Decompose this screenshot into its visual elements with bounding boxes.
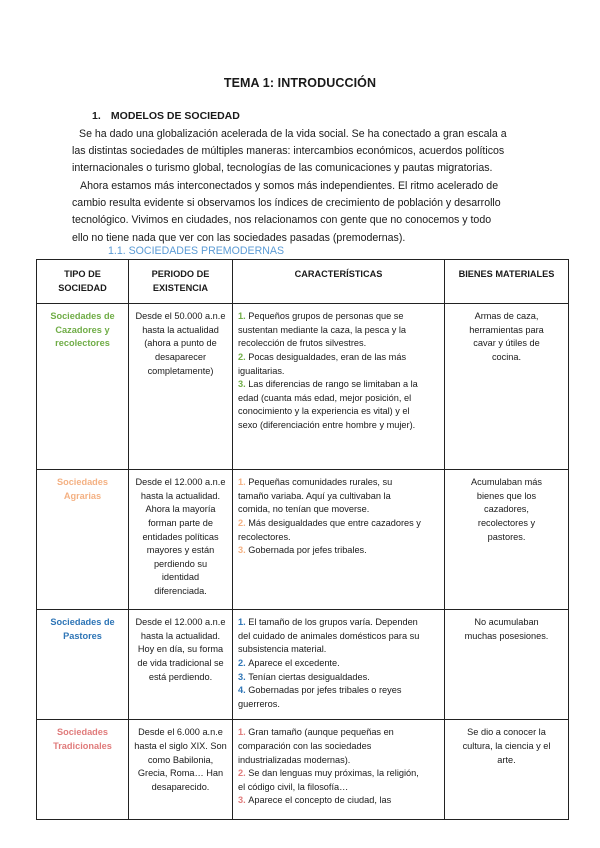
characteristic-line [238,419,439,433]
society-type-line: Agrarias [63,490,102,501]
characteristic-text: Gobernadas por jefes tribales o reyes [248,685,402,696]
characteristic-line [238,767,439,781]
period-cell [129,304,233,470]
characteristic-line [238,698,439,712]
characteristic-line [238,392,439,406]
subsection-heading: 1.1. SOCIEDADES PREMODERNAS [108,245,285,257]
characteristic-line [238,643,439,657]
period-line: está perdiendo. [148,671,213,682]
period-line: identidad [161,572,200,583]
paragraph-line: cambio resulta evidente si observamos los índices de crecimiento de población y desarrollo [72,197,501,210]
characteristic-text: industrializadas modernas). [238,754,351,765]
period-line: de vida tradicional se [137,657,224,668]
characteristic-text: Pequeñas comunidades rurales, su [248,477,393,488]
paragraph-globalization [72,126,528,178]
characteristic-text: sustentan mediante la caza, la pesca y la [238,324,407,335]
period-line: Desde el 50.000 a.n.e [135,311,226,322]
material-goods-line: muchas posesiones. [464,630,549,641]
characteristic-text: guerreros. [238,698,280,709]
period-line: Desde el 6.000 a.n.e [138,727,223,738]
society-type-cell [37,610,129,720]
characteristic-number: 3. [238,379,249,390]
material-goods-cell [445,304,569,470]
characteristic-text: Aparece el excedente. [248,657,340,668]
characteristic-text: comida, no tenían que moverse. [238,504,370,515]
header-goods: BIENES MATERIALES [445,260,569,304]
period-line: desaparecido. [151,781,210,792]
period-cell [129,610,233,720]
table-body [37,304,569,820]
material-goods-line: cocina. [491,351,522,362]
period-line: mayores y están [146,545,215,556]
characteristic-line [238,754,439,768]
characteristic-text: Se dan lenguas muy próximas, la religión, [248,768,419,779]
society-type-line: Cazadores y [55,324,110,335]
characteristic-line [238,657,439,671]
characteristic-text: Pocas desigualdades, eran de las más [248,351,407,362]
material-goods-line: Acumulaban más [471,477,542,488]
section-heading [92,110,240,122]
characteristic-text: comparación con las sociedades [238,740,372,751]
characteristic-number: 2. [238,517,249,528]
header-characteristics: CARACTERÍSTICAS [233,260,445,304]
material-goods-line: Se dio a conocer la [467,727,546,738]
period-cell [129,720,233,820]
period-line: desaparecer [154,351,207,362]
characteristic-number: 3. [238,671,249,682]
period-cell [129,470,233,610]
characteristic-line [238,630,439,644]
period-line: Hoy en día, su forma [137,644,224,655]
period-line: perdiendo su [153,558,208,569]
material-goods-line: Armas de caza, [474,311,539,322]
material-goods-line: cazadores, [484,504,529,515]
period-line: (ahora a punto de [144,338,217,349]
characteristic-line [238,476,439,490]
period-line: diferenciada. [154,585,207,596]
characteristic-number: 1. [238,477,249,488]
characteristic-text: recolección de frutos silvestres. [238,338,367,349]
characteristic-text: sexo (diferenciación entre hombre y mujer). [238,419,416,430]
characteristic-text: igualitarias. [238,365,285,376]
header-line: PERIODO DE [151,269,210,279]
paragraph-line: tecnológico. Vivimos en ciudades, nos relacionamos con gente que no conocemos y todo [72,214,492,227]
paragraph-line: Se ha dado una globalización acelerada de la vida social. Se ha conectado a gran escala a [79,128,507,140]
characteristic-text: Pequeños grupos de personas que se [248,311,404,322]
period-line: Grecia, Roma… Han [137,768,224,779]
characteristic-line [238,405,439,419]
period-line: como Babilonia, [147,754,214,765]
characteristic-line [238,544,439,558]
material-goods-line: pastores. [487,531,526,542]
material-goods-line: bienes que los [476,490,537,501]
society-type-line: Pastores [63,630,102,641]
header-line: TIPO DE [64,269,101,279]
section-number: 1. [92,110,101,122]
period-line: entidades políticas [142,531,219,542]
row-traditional [37,720,569,820]
characteristic-text: tamaño variaba. Aquí ya cultivaban la [238,490,391,501]
row-agrarian [37,470,569,610]
period-line: Desde el 12.000 a.n.e [135,477,226,488]
material-goods-line: arte. [497,754,516,765]
society-type-line: recolectores [55,338,110,349]
characteristic-number: 1. [238,727,249,738]
table-header-row [37,260,569,304]
characteristic-line [238,517,439,531]
period-line: Ahora la mayoría [145,504,216,515]
characteristic-line [238,324,439,338]
society-type-line: Sociedades de [50,617,115,628]
period-line: hasta la actualidad. [140,490,221,501]
row-hunters-gatherers [37,304,569,470]
characteristic-line [238,503,439,517]
characteristic-text: Las diferencias de rango se limitaban a la [248,379,418,390]
period-line: completamente) [147,365,214,376]
material-goods-cell [445,610,569,720]
characteristic-number: 2. [238,657,249,668]
characteristic-line [238,365,439,379]
characteristic-text: Gran tamaño (aunque pequeñas en [248,727,394,738]
characteristic-text: subsistencia material. [238,644,327,655]
row-pastoral [37,610,569,720]
characteristics-cell [233,304,445,470]
paragraph-line: ello no tiene nada que ver con las sociedades pasadas (premodernas). [72,231,406,244]
header-period [129,260,233,304]
society-type-cell [37,304,129,470]
header-line: SOCIEDAD [58,282,107,293]
header-line: EXISTENCIA [152,282,209,293]
characteristic-line [238,671,439,685]
characteristic-text: recolectores. [238,531,291,542]
characteristic-line [238,378,439,392]
characteristic-number: 1. [238,311,249,322]
characteristic-text: Aparece el concepto de ciudad, las [248,795,392,806]
characteristic-text: el código civil, la filosofía… [238,781,349,792]
characteristic-line [238,740,439,754]
society-type-line: Sociedades [56,477,109,488]
characteristic-number: 1. [238,617,249,628]
society-type-line: Tradicionales [53,740,112,751]
material-goods-line: No acumulaban [474,617,539,628]
characteristic-text: del cuidado de animales domésticos para su [238,630,420,641]
characteristic-line [238,726,439,740]
characteristic-number: 4. [238,685,249,696]
characteristic-number: 2. [238,768,249,779]
societies-table [36,259,569,820]
characteristic-text: conocimiento y la experiencia es vital) y el [238,406,410,417]
period-line: hasta la actualidad [142,324,219,335]
material-goods-line: recolectores y [477,517,536,528]
material-goods-cell [445,720,569,820]
section-title: MODELOS DE SOCIEDAD [110,110,240,122]
characteristic-line [238,684,439,698]
period-line: hasta la actualidad. [140,630,221,641]
characteristic-line [238,616,439,630]
period-line: Desde el 12.000 a.n.e [135,617,226,628]
characteristic-number: 3. [238,545,249,556]
period-line: hasta el siglo XIX. Son [134,740,227,751]
header-type [37,260,129,304]
characteristic-text: Más desigualdades que entre cazadores y [248,517,421,528]
society-type-line: Sociedades [56,727,109,738]
material-goods-line: cavar y útiles de [473,338,540,349]
material-goods-line: herramientas para [469,324,544,335]
society-type-cell [37,470,129,610]
characteristic-line [238,337,439,351]
characteristic-line [238,531,439,545]
characteristic-line [238,310,439,324]
characteristic-line [238,794,439,808]
society-type-line: Sociedades de [50,311,115,322]
characteristic-line [238,351,439,365]
characteristic-text: Tenían ciertas desigualdades. [248,671,370,682]
characteristic-number: 2. [238,351,249,362]
paragraph-line: las distintas sociedades de múltiples maneras: intercambios económicos, acuerdos políticos [72,145,505,158]
characteristics-cell [233,470,445,610]
material-goods-cell [445,470,569,610]
document-title: TEMA 1: INTRODUCCIÓN [223,76,377,90]
characteristic-text: Gobernada por jefes tribales. [248,545,367,556]
characteristic-line [238,781,439,795]
characteristics-cell [233,610,445,720]
paragraph-line: internacionales o turismo global, tecnologías de las comunicaciones y pautas migratorias. [72,162,493,175]
period-line: forman parte de [148,517,213,528]
characteristic-text: El tamaño de los grupos varía. Dependen [248,617,418,628]
characteristic-number: 3. [238,795,249,806]
material-goods-line: cultura, la ciencia y el [462,740,551,751]
society-type-cell [37,720,129,820]
paragraph-line: Ahora estamos más interconectados y somos más independientes. El ritmo acelerado de [80,180,499,192]
paragraph-interconnection [72,178,528,247]
characteristic-line [238,490,439,504]
characteristics-cell [233,720,445,820]
characteristic-text: edad (cuanta más edad, mejor posición, el [238,392,412,403]
